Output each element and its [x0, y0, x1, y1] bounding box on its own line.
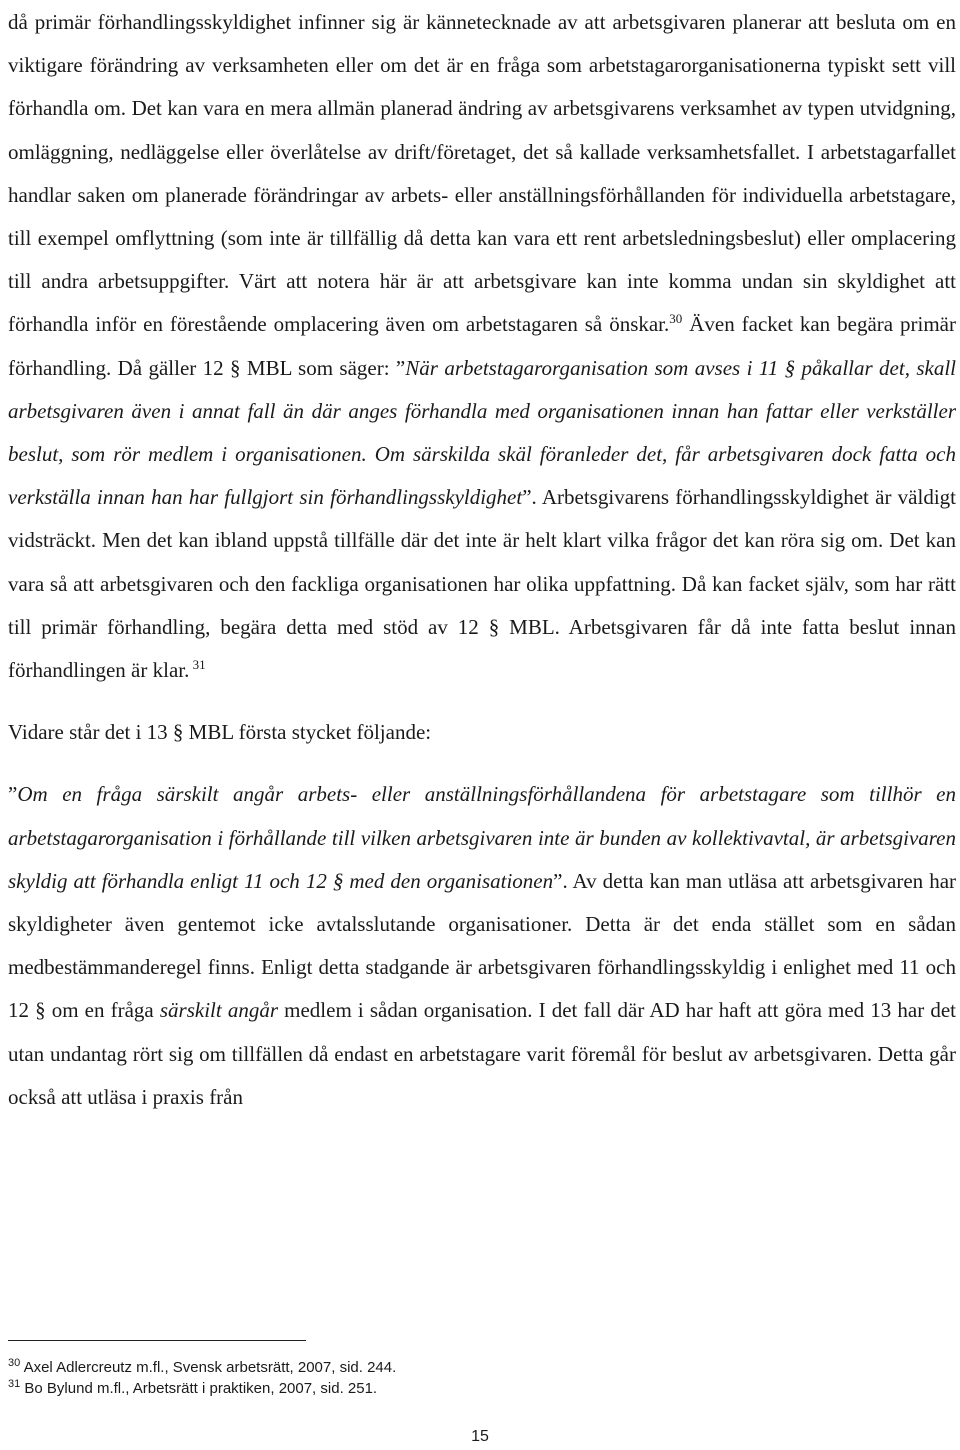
text-run: Vidare står det i 13 § MBL första stycket följande:: [8, 720, 432, 745]
text-run: ”: [8, 782, 18, 807]
text-run: medlem i sådan organisation. I det fall där AD har haft att göra med 13 har det utan undantag rört sig om tillfällen då endast en arbetstagare varit föremål för beslut av arbetsgivaren. Detta går också att utläsa i praxis från: [8, 998, 956, 1109]
italic-text: Om en fråga särskilt angår arbets- eller anställningsförhållandena för arbetstagare som tillhör en arbetstagarorganisation i förhållande till vilken arbetsgivaren inte är bunden av kollektivavtal, är arbetsgivaren skyldig att förhandla enligt 11 och 12 § med den organisationen: [8, 782, 956, 893]
paragraph-3: [8, 773, 956, 1119]
text-run: ”. Arbetsgivarens förhandlingsskyldighet är väldigt vidsträckt. Men det kan ibland uppstå tillfälle där det inte är helt klart vilka frågor det kan röra sig om. Det kan vara så att arbetsgivaren och den fackliga organisationen har olika uppfattning. Då kan facket själv, som har rätt till primär förhandling, begära detta med stöd av 12 § MBL. Arbetsgivaren får då inte fatta beslut innan förhandlingen är klar.: [8, 485, 956, 683]
text-run: då primär förhandlingsskyldighet infinner sig är kännetecknade av att arbetsgivaren planerar att besluta om en viktigare förändring av verksamheten eller om det är en fråga som arbetstagarorganisationerna typiskt sett vill förhandla om. Det kan vara en mera allmän planerad ändring av arbetsgivarens verksamhet av typen utvidgning, omläggning, nedläggelse eller överlåtelse av drift/företaget, det så kallade verksamhetsfallet. I arbetstagarfallet handlar saken om planerade förändringar av arbets- eller anställningsförhållanden för individuella arbetstagare, till exempel omflyttning (som inte är tillfällig då detta kan vara ett rent arbetsledningsbeslut) eller omplacering till andra arbetsuppgifter. Värt att notera här är att arbetsgivare kan inte komma undan sin skyldighet att förhandla inför en förestående omplacering även om arbetstagaren så önskar.: [8, 10, 956, 337]
italic-text: När arbetstagarorganisation som avses i 11 § påkallar det, skall arbetsgivaren även i annat fall än där anges förhandla med organisationen innan han fattar eller verkställer beslut, som rör medlem i organisationen. Om särskilda skäl föranleder det, får arbetsgivaren dock fatta och verkställa innan han har fullgjort sin förhandlingsskyldighet: [8, 355, 956, 510]
italic-text: särskilt angår: [159, 998, 279, 1023]
page-number: 15: [471, 1428, 489, 1445]
text-run: Även facket kan begära primär förhandling. Då gäller 12 § MBL som säger: ”: [8, 312, 956, 380]
footnote-text: Bo Bylund m.fl., Arbetsrätt i praktiken, 2007, sid. 251.: [20, 1380, 378, 1397]
footnote-reference: 31: [189, 657, 206, 673]
footnote-30: [8, 1357, 956, 1378]
text-run: ”. Av detta kan man utläsa att arbetsgivaren har skyldigheter även gentemot icke avtalsslutande organisationer. Detta är det enda stället som en sådan medbestämmanderegel finns. Enligt detta stadgande är arbetsgivaren förhandlingsskyldig i enlighet med 11 och 12 § om en fråga: [8, 868, 957, 1023]
footnote-number: 30: [8, 1357, 21, 1369]
footnote-31: [8, 1378, 956, 1399]
document-body: [8, 0, 956, 1119]
paragraph-1: [8, 1, 956, 692]
footnote-reference: 30: [669, 311, 683, 327]
footnote-text: Axel Adlercreutz m.fl., Svensk arbetsrätt, 2007, sid. 244.: [20, 1359, 397, 1376]
footnote-divider: [8, 1340, 306, 1341]
footnote-number: 31: [8, 1378, 21, 1390]
footnotes: [8, 1340, 956, 1399]
paragraph-2: [8, 711, 956, 754]
